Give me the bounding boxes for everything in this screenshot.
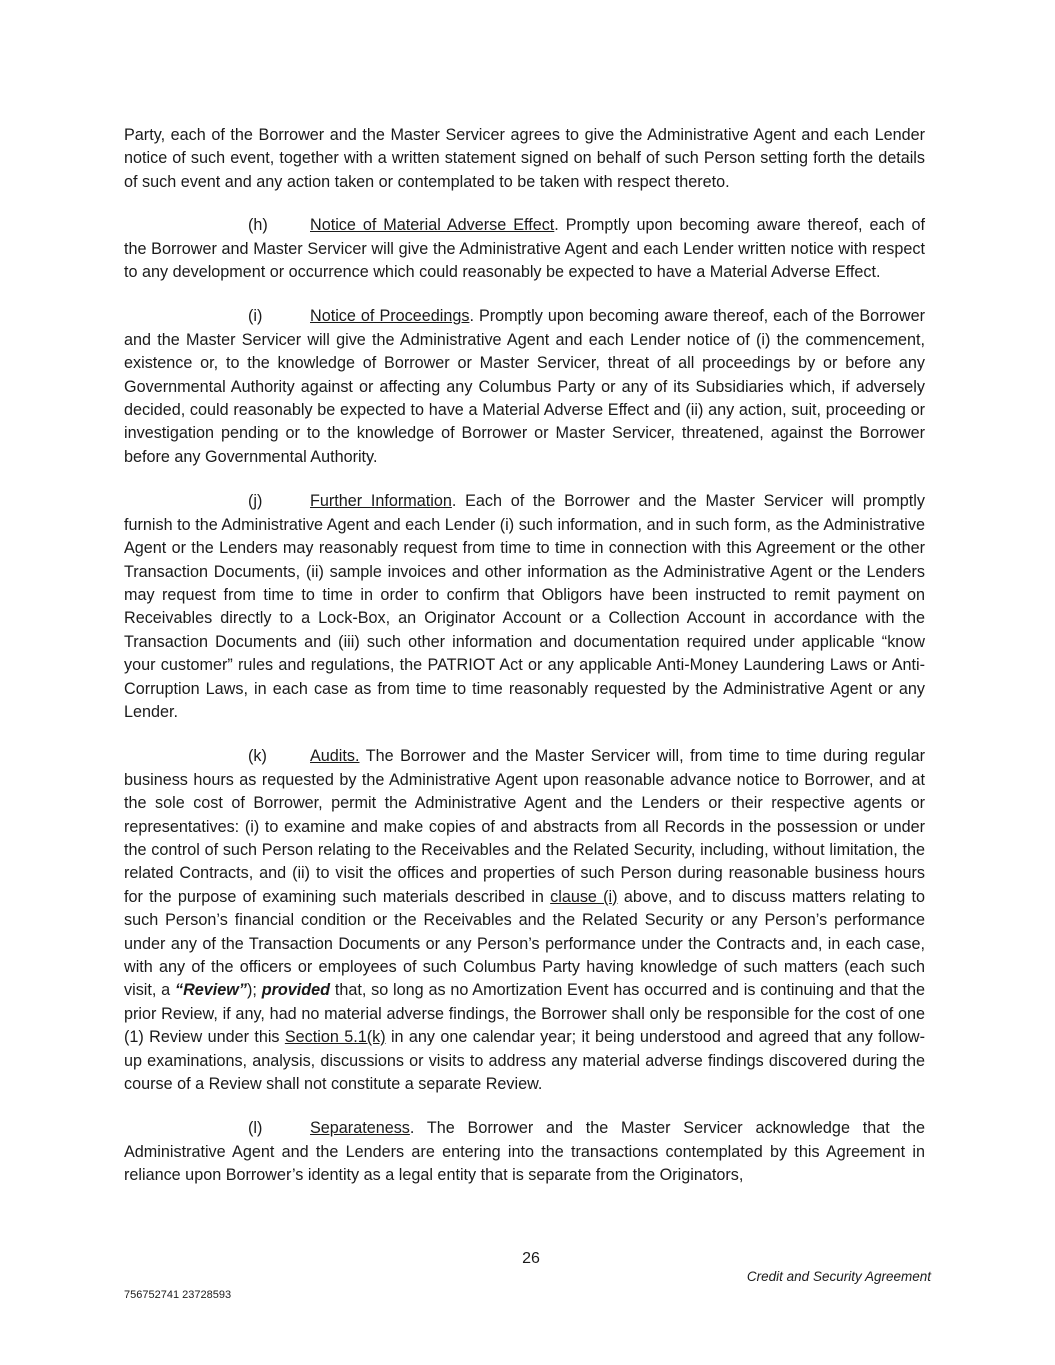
section-reference: Section 5.1(k) — [284, 1028, 386, 1047]
defined-term: “Review” — [175, 981, 247, 1000]
clause-reference: clause (i) — [550, 887, 618, 906]
section-text: . Promptly upon becoming aware thereof, each of the Borrower and Master Servicer will give the Administrative Agent and each Lender written notice with respect to any development or occurrence which could reasonably be expected to have a Material Adverse Effect. — [124, 216, 925, 282]
section-h-notice-material-adverse-effect — [124, 214, 925, 284]
section-text: that, so long as no Amortization Event has occurred and is continuing and that the prior Review, if any, had no material adverse findings, the Borrower shall only be responsible for the cost of one (1) Review under this — [124, 981, 925, 1047]
section-label: (i) — [248, 307, 263, 326]
document-id: 756752741 23728593 — [124, 1289, 232, 1301]
section-label: (j) — [248, 492, 263, 511]
section-label: (h) — [248, 216, 268, 235]
section-k-audits — [124, 745, 925, 1096]
section-text: above, and to discuss matters relating to such Person’s financial condition or the Receivables and the Related Security or any Person’s performance under any of the Transaction Documents or any Person’s performance under the Contracts and, in each case, with any of the officers or employees of such Columbus Party having knowledge of such matters (each such visit, a — [124, 887, 925, 1000]
footer-document-title: Credit and Security Agreement — [746, 1269, 931, 1284]
section-text: in any one calendar year; it being understood and agreed that any follow-up examinations, analysis, discussions or visits to address any material adverse findings discovered during the course of a Review shall not constitute a separate Review. — [124, 1028, 925, 1094]
section-l-separateness — [124, 1117, 925, 1187]
section-heading: Separateness — [310, 1119, 410, 1138]
paragraph-text: Party, each of the Borrower and the Master Servicer agrees to give the Administrative Agent and each Lender notice of such event, together with a written statement signed on behalf of such Person setting forth the details of such event and any action taken or contemplated to be taken with respect thereto. — [124, 126, 925, 191]
section-label: (k) — [248, 747, 267, 766]
section-text: The Borrower and the Master Servicer will, from time to time during regular business hours as requested by the Administrative Agent upon reasonable advance notice to Borrower, and at the sole cost of Borrower, permit the Administrative Agent and the Lenders or their respective agents or representatives: (i) to examine and make copies of and abstracts from all Records in the possession or under the control of such Person relating to the Receivables and the Related Security, including, without limitation, the related Contracts, and (ii) to visit the offices and properties of such Person during reasonable business hours for the purpose of examining such materials described in — [124, 747, 925, 906]
section-heading: Audits. — [310, 747, 360, 766]
section-heading: Notice of Material Adverse Effect — [310, 216, 555, 235]
proviso-term: provided — [261, 981, 331, 1000]
section-heading: Further Information — [310, 492, 452, 511]
page-number: 26 — [522, 1250, 540, 1267]
section-i-notice-of-proceedings — [124, 305, 925, 469]
section-text: . The Borrower and the Master Servicer acknowledge that the Administrative Agent and the Lenders are entering into the transactions contemplated by this Agreement in reliance upon Borrower’s identity as a legal entity that is separate from the Originators, — [124, 1119, 925, 1185]
section-text: . Each of the Borrower and the Master Servicer will promptly furnish to the Administrative Agent and each Lender (i) such information, and in such form, as the Administrative Agent or the Lenders may reasonably request from time to time in connection with this Agreement or the other Transaction Documents, (ii) sample invoices and other information as the Administrative Agent or the Lenders may request from time to time in order to confirm that Obligors have been instructed to remit payment on Receivables directly to a Lock-Box, an Originator Account or a Collection Account in accordance with the Transaction Documents and (iii) such other information and documentation required under applicable “know your customer” rules and regulations, the PATRIOT Act or any applicable Anti-Money Laundering Laws or Anti-Corruption Laws, in each case as from time to time reasonably requested by the Administrative Agent or any Lender. — [124, 492, 925, 721]
section-label: (l) — [248, 1119, 263, 1138]
section-text: . Promptly upon becoming aware thereof, each of the Borrower and the Master Servicer will give the Administrative Agent and each Lender notice of (i) the commencement, existence or, to the knowledge of Borrower or Master Servicer, threat of all proceedings by or before any Governmental Authority against or affecting any Columbus Party or any of its Subsidiaries which, if adversely decided, could reasonably be expected to have a Material Adverse Effect and (ii) any action, suit, proceeding or investigation pending or to the knowledge of Borrower or Master Servicer, threatened, against the Borrower before any Governmental Authority. — [124, 307, 925, 466]
section-text: ); — [246, 981, 262, 1000]
section-j-further-information — [124, 490, 925, 724]
document-body — [124, 124, 925, 1209]
paragraph-continuation — [124, 124, 925, 194]
section-heading: Notice of Proceedings — [310, 307, 470, 326]
